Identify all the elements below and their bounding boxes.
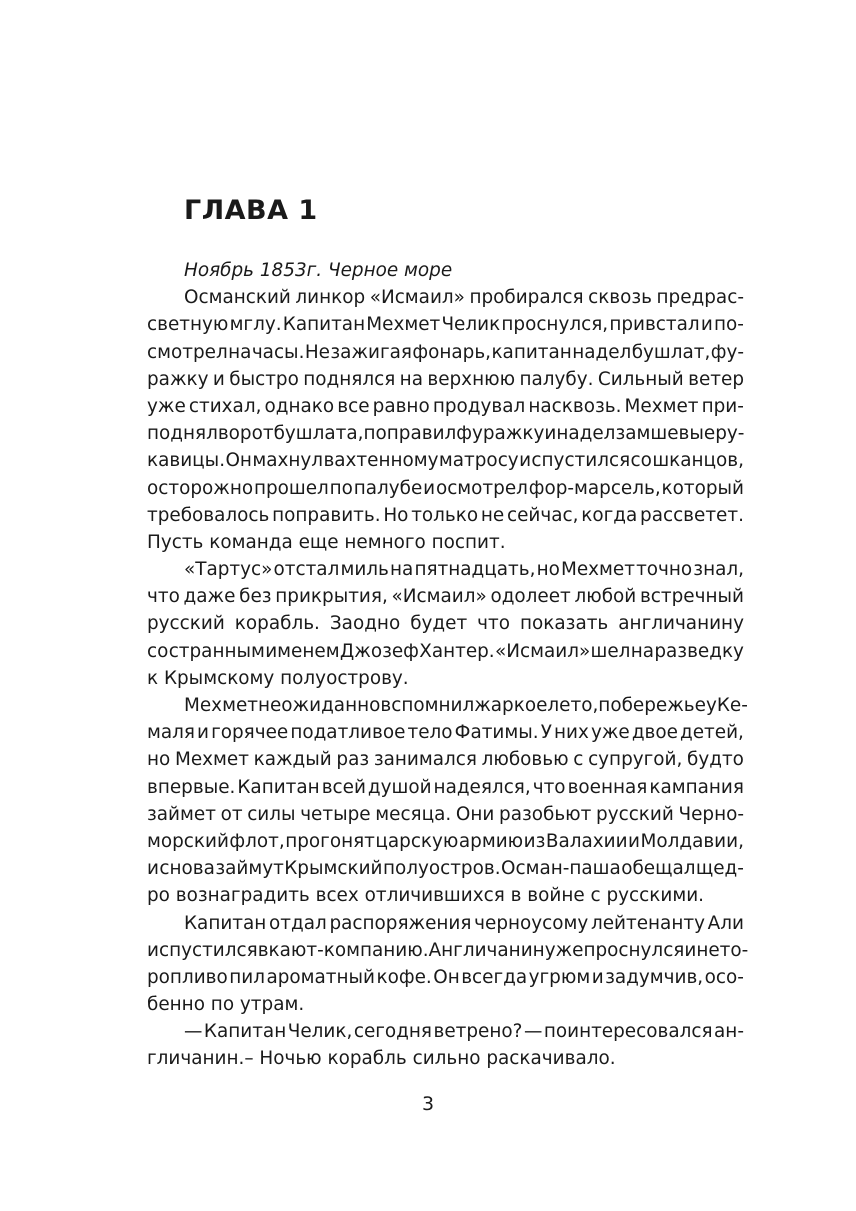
word: замшевые xyxy=(615,423,716,445)
word: прошел xyxy=(253,477,329,499)
word: встречный xyxy=(639,586,744,608)
word: стихал, xyxy=(188,395,262,417)
word: палубу. xyxy=(519,368,594,390)
word: но xyxy=(536,559,560,581)
word: обещал xyxy=(621,858,696,880)
word: военная xyxy=(567,776,648,798)
word: силы xyxy=(247,803,296,825)
text-line xyxy=(147,937,749,964)
word: вспомнил xyxy=(380,695,475,716)
text-line xyxy=(147,964,744,991)
word: и xyxy=(519,450,532,472)
word: что xyxy=(477,613,511,635)
word: всей xyxy=(321,776,366,798)
word: жаркое xyxy=(474,695,548,716)
word: детей, xyxy=(680,722,744,744)
word: Молдавии, xyxy=(640,830,744,852)
word: впервые. xyxy=(147,776,236,798)
word: из xyxy=(523,830,546,852)
word: ражку xyxy=(147,368,209,390)
word: и xyxy=(684,939,697,961)
text-line xyxy=(147,284,744,311)
text-line xyxy=(147,1045,744,1072)
word: — xyxy=(184,1021,203,1043)
word: корабль. xyxy=(234,613,320,635)
text-line-content: гличанин.– Ночью корабль сильно раскачивало. xyxy=(147,1048,616,1070)
text-line-content: к Крымскому полуострову. xyxy=(147,667,409,689)
word: в xyxy=(257,939,269,961)
dateline xyxy=(147,257,744,284)
word: Фатимы. xyxy=(454,722,539,744)
text-line xyxy=(147,774,744,801)
word: и xyxy=(197,722,209,744)
text-line xyxy=(147,339,744,366)
word: шел xyxy=(590,640,631,662)
word: податливое xyxy=(290,722,406,744)
text-line-content: Пусть команда еще немного поспит. xyxy=(147,531,506,553)
word: когда xyxy=(581,504,638,526)
text-line xyxy=(147,475,744,502)
word: фор-марсель, xyxy=(528,477,661,499)
word: угрюм xyxy=(528,966,591,988)
word: Англичанин xyxy=(428,939,545,961)
word: осторожно xyxy=(147,477,254,499)
text-line xyxy=(147,393,744,420)
text-line xyxy=(147,692,748,719)
word: ру- xyxy=(715,423,745,445)
word: Ке- xyxy=(716,695,748,716)
word: без xyxy=(239,586,272,608)
text-line xyxy=(147,610,744,637)
word: все xyxy=(337,395,370,417)
word: мглу. xyxy=(229,314,282,336)
word: странным xyxy=(168,640,265,662)
word: Сильный xyxy=(597,368,684,390)
word: фонарь, xyxy=(412,341,492,363)
word: Крымский xyxy=(284,858,383,880)
text-line xyxy=(147,447,744,474)
word: маля xyxy=(147,722,195,744)
word: горячее xyxy=(211,722,289,744)
text-line xyxy=(147,311,744,338)
word: двое xyxy=(631,722,678,744)
word: русский xyxy=(147,613,225,635)
word: щед- xyxy=(695,858,744,880)
text-line xyxy=(147,583,744,610)
word: и xyxy=(212,368,225,390)
word: Мехмет xyxy=(184,695,258,716)
word: разобьют xyxy=(499,803,592,825)
word: у xyxy=(705,695,717,716)
word: прикрытия, xyxy=(275,586,388,608)
word: равно xyxy=(372,395,430,417)
word: пил xyxy=(229,966,265,988)
word: полуостров. xyxy=(382,858,501,880)
word: продувал xyxy=(432,395,526,417)
word: надел xyxy=(556,423,616,445)
text-line xyxy=(147,991,744,1018)
word: прогонят xyxy=(285,830,375,852)
word: поправить. xyxy=(272,504,381,526)
word: но xyxy=(147,749,171,771)
word: матросу xyxy=(438,450,519,472)
word: «Исмаил» xyxy=(369,287,465,309)
word: со xyxy=(630,450,652,472)
word: побережье xyxy=(598,695,706,716)
word: — xyxy=(523,1021,543,1043)
word: армию xyxy=(458,830,524,852)
word: на xyxy=(228,341,252,363)
word: Но xyxy=(383,504,409,526)
word: и xyxy=(628,830,640,852)
word: на xyxy=(390,559,414,581)
word: проснулся xyxy=(583,939,685,961)
word: надел xyxy=(572,341,632,363)
word: верхнюю xyxy=(427,368,516,390)
word: англичанину xyxy=(618,613,744,635)
word: знал, xyxy=(693,559,744,581)
word: ветер xyxy=(688,368,744,390)
word: вахтенному xyxy=(323,450,439,472)
word: тело xyxy=(407,722,453,744)
word: лето, xyxy=(547,695,599,716)
word: именем xyxy=(265,640,340,662)
word: уже xyxy=(544,939,584,961)
word: Челик, xyxy=(287,1021,353,1043)
text-line-content: бенно по утрам. xyxy=(147,994,305,1016)
word: кампания xyxy=(649,776,744,798)
text-line xyxy=(147,529,744,556)
word: только xyxy=(411,504,479,526)
word: отстал xyxy=(273,559,340,581)
word: Капитан xyxy=(282,314,366,336)
word: Осман-паша xyxy=(500,858,621,880)
word: Заодно xyxy=(329,613,401,635)
word: показать xyxy=(520,613,609,635)
word: бушлата, xyxy=(273,423,364,445)
text-line xyxy=(147,882,744,909)
word: Валахии xyxy=(545,830,628,852)
text-line xyxy=(147,910,744,937)
word: на xyxy=(399,368,423,390)
word: займет xyxy=(147,803,216,825)
word: четыре xyxy=(300,803,371,825)
text-line xyxy=(147,801,744,828)
word: палубе xyxy=(353,477,423,499)
word: поинтересовался xyxy=(543,1021,713,1043)
word: линкор xyxy=(295,287,366,309)
word: на xyxy=(630,640,655,662)
word: привстал xyxy=(609,314,700,336)
word: сегодня xyxy=(353,1021,432,1043)
word: при- xyxy=(701,395,744,417)
word: любовью xyxy=(481,749,569,771)
word: махнул xyxy=(252,450,324,472)
word: сквозь xyxy=(588,287,653,309)
word: месяца. xyxy=(375,803,452,825)
word: смотрел xyxy=(147,341,228,363)
word: кофе. xyxy=(376,966,432,988)
word: осо- xyxy=(704,966,744,988)
word: требовалось xyxy=(147,504,270,526)
word: фуражку xyxy=(456,423,545,445)
word: отдал xyxy=(269,912,327,934)
word: Капитан xyxy=(237,776,320,798)
word: спустился xyxy=(531,450,631,472)
word: «Исмаил» xyxy=(494,640,591,662)
word: однако xyxy=(264,395,335,417)
word: даже xyxy=(183,586,236,608)
word: Он xyxy=(225,450,252,472)
word: пробирался xyxy=(469,287,584,309)
word: нето- xyxy=(696,939,749,961)
word: сейчас, xyxy=(506,504,579,526)
text-line xyxy=(147,556,744,583)
text-line xyxy=(147,665,744,692)
word: ворот xyxy=(217,423,274,445)
word: со xyxy=(147,640,169,662)
word: фу- xyxy=(710,341,744,363)
word: кавицы. xyxy=(147,450,226,472)
word: что xyxy=(532,776,566,798)
word: Мехмет xyxy=(560,559,635,581)
word: ветрено? xyxy=(433,1021,523,1043)
word: пятнадцать, xyxy=(414,559,536,581)
word: уже xyxy=(147,395,186,417)
word: душой xyxy=(367,776,432,798)
word: кают-компанию. xyxy=(268,939,429,961)
word: Капитан xyxy=(184,912,267,934)
word: шканцов, xyxy=(652,450,744,472)
word: черноусому xyxy=(474,912,589,934)
text-line xyxy=(147,366,744,393)
word: разведку xyxy=(654,640,744,662)
word: поднялся xyxy=(303,368,396,390)
word: будто xyxy=(687,749,744,771)
word: что xyxy=(147,586,180,608)
word: раз xyxy=(336,749,370,771)
word: будет xyxy=(410,613,468,635)
word: и xyxy=(423,477,436,499)
word: часы. xyxy=(251,341,305,363)
word: царскую xyxy=(375,830,459,852)
page-number: 3 xyxy=(421,1093,435,1115)
text-line xyxy=(147,420,744,447)
word: поднял xyxy=(147,423,218,445)
text-line xyxy=(147,828,744,855)
word: «Исмаил» xyxy=(391,586,487,608)
word: русский xyxy=(596,803,674,825)
word: Мехмет xyxy=(174,749,249,771)
word: снова xyxy=(159,858,215,880)
text-line xyxy=(147,719,744,746)
word: Черно- xyxy=(678,803,744,825)
text-line xyxy=(147,502,744,529)
word: проснулся, xyxy=(501,314,609,336)
word: и xyxy=(544,423,557,445)
text-line xyxy=(147,855,744,882)
word: занимался xyxy=(373,749,477,771)
word: супругой, xyxy=(588,749,683,771)
word: который xyxy=(661,477,744,499)
text-line-content: ро вознаградить всех отличившихся в войне с русскими. xyxy=(147,885,704,907)
text-line xyxy=(147,1018,744,1045)
word: рассветет. xyxy=(640,504,744,526)
word: одолеет xyxy=(490,586,571,608)
word: флот, xyxy=(229,830,285,852)
word: У xyxy=(540,722,552,744)
word: лейтенанту xyxy=(590,912,705,934)
word: всегда xyxy=(461,966,528,988)
word: и xyxy=(700,314,713,336)
word: и xyxy=(591,966,604,988)
word: Они xyxy=(455,803,495,825)
word: с xyxy=(573,749,584,771)
word: капитан xyxy=(491,341,572,363)
word: осмотрел xyxy=(435,477,528,499)
word: Мехмет xyxy=(366,314,441,336)
chapter-body-text xyxy=(147,257,749,1073)
word: Османский xyxy=(184,287,291,309)
word: Он xyxy=(433,966,460,988)
word: каждый xyxy=(253,749,332,771)
word: них xyxy=(554,722,589,744)
word: быстро xyxy=(229,368,299,390)
word: распоряжения xyxy=(329,912,472,934)
word: займут xyxy=(215,858,284,880)
word: задумчив, xyxy=(605,966,704,988)
word: Не xyxy=(304,341,330,363)
word: миль xyxy=(340,559,389,581)
word: зажигая xyxy=(330,341,412,363)
word: любой xyxy=(574,586,637,608)
word: насквозь. xyxy=(528,395,622,417)
word: морский xyxy=(147,830,229,852)
word: светную xyxy=(147,314,229,336)
word: поправил xyxy=(363,423,457,445)
word: точно xyxy=(636,559,693,581)
text-line xyxy=(147,746,744,773)
word: бушлат, xyxy=(631,341,711,363)
word: и xyxy=(147,939,159,961)
word: ароматный xyxy=(266,966,376,988)
word: Капитан xyxy=(203,1021,287,1043)
word: Джозеф xyxy=(339,640,419,662)
word: Мехмет xyxy=(624,395,699,417)
word: предрас- xyxy=(656,287,744,309)
text-line xyxy=(147,638,744,665)
word: ропливо xyxy=(147,966,228,988)
word: Али xyxy=(707,912,744,934)
word: Хантер. xyxy=(419,640,495,662)
word: Челик xyxy=(441,314,501,336)
word: и xyxy=(147,858,159,880)
word: надеялся, xyxy=(433,776,531,798)
chapter-title: ГЛАВА 1 xyxy=(184,195,318,226)
word: ан- xyxy=(714,1021,744,1043)
word: уже xyxy=(590,722,630,744)
word: неожиданно xyxy=(257,695,381,716)
text-line-content: Ноябрь 1853г. Черное море xyxy=(184,260,453,281)
word: от xyxy=(220,803,243,825)
word: спустился xyxy=(158,939,258,961)
word: по xyxy=(329,477,353,499)
word: по- xyxy=(713,314,744,336)
word: «Тартус» xyxy=(184,559,273,581)
word: не xyxy=(480,504,505,526)
